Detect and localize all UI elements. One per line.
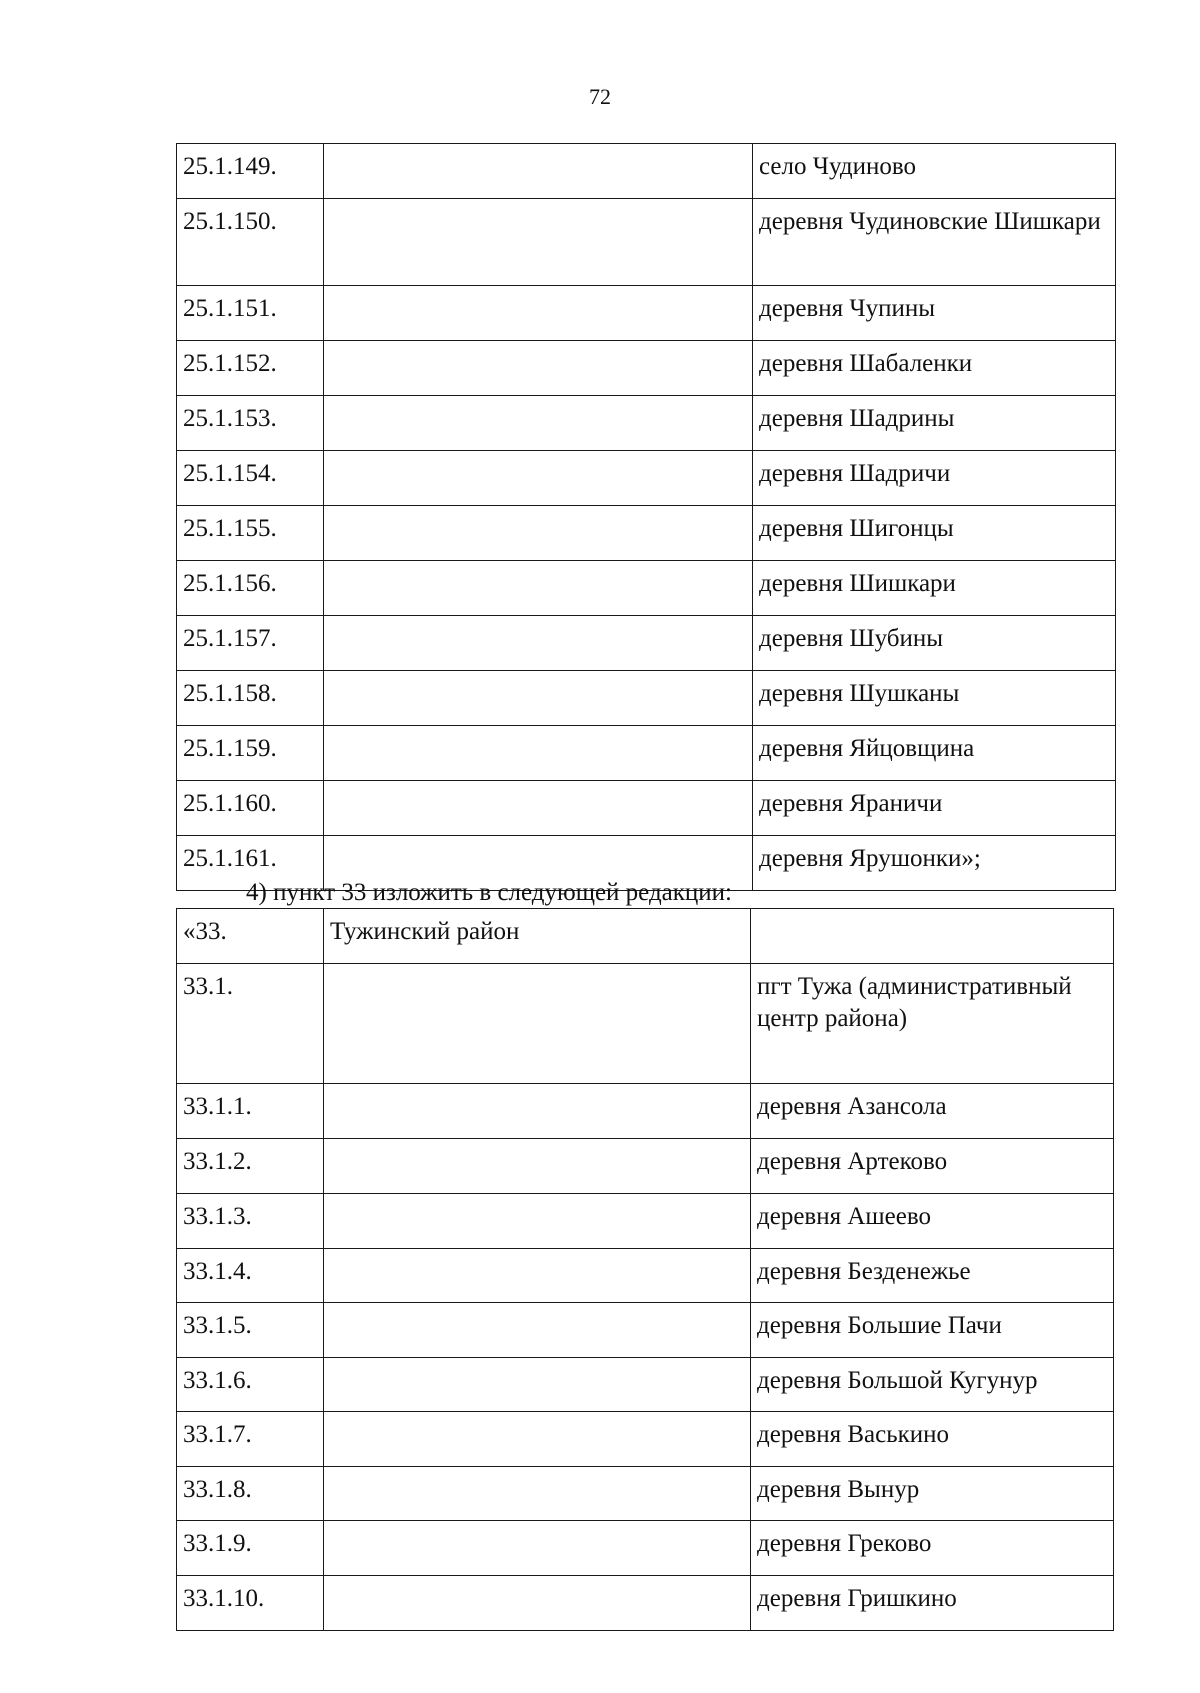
- table-row: [177, 144, 1116, 199]
- cell-settlement: деревня Большой Кугунур: [751, 1358, 1114, 1412]
- cell-district: [324, 144, 753, 199]
- cell-district: [324, 451, 753, 506]
- cell-settlement: деревня Гришкино: [751, 1576, 1114, 1631]
- cell-district: [324, 396, 753, 451]
- cell-district: [324, 1467, 751, 1521]
- cell-district: [324, 964, 751, 1084]
- cell-code: 25.1.157.: [177, 616, 324, 671]
- cell-district: [324, 1412, 751, 1467]
- table-body: [177, 909, 1114, 1631]
- table-row: [177, 726, 1116, 781]
- cell-code: 33.1.10.: [177, 1576, 324, 1631]
- cell-settlement: деревня Васькино: [751, 1412, 1114, 1467]
- cell-settlement: деревня Шабаленки: [753, 341, 1116, 396]
- cell-code: 25.1.153.: [177, 396, 324, 451]
- cell-settlement: деревня Шигонцы: [753, 506, 1116, 561]
- table-row: [177, 506, 1116, 561]
- cell-district: [324, 1194, 751, 1249]
- cell-settlement: деревня Ашеево: [751, 1194, 1114, 1249]
- cell-code: 25.1.149.: [177, 144, 324, 199]
- cell-district: [324, 671, 753, 726]
- cell-settlement: деревня Шадричи: [753, 451, 1116, 506]
- table-row: [177, 1303, 1114, 1358]
- cell-code: 25.1.156.: [177, 561, 324, 616]
- table-row: [177, 1412, 1114, 1467]
- table-row: [177, 964, 1114, 1084]
- table-body: [177, 144, 1116, 891]
- cell-settlement: деревня Большие Пачи: [751, 1303, 1114, 1358]
- cell-district: [324, 1249, 751, 1303]
- table-row: [177, 909, 1114, 964]
- cell-settlement: деревня Шушканы: [753, 671, 1116, 726]
- table-row: [177, 1467, 1114, 1521]
- cell-district: [324, 1139, 751, 1194]
- table-row: [177, 1084, 1114, 1139]
- amendment-text: 4) пункт 33 изложить в следующей редакции:: [246, 879, 732, 906]
- cell-code: 33.1.2.: [177, 1139, 324, 1194]
- cell-district: [324, 341, 753, 396]
- table-row: [177, 1576, 1114, 1631]
- cell-settlement: деревня Шадрины: [753, 396, 1116, 451]
- cell-settlement: деревня Чупины: [753, 286, 1116, 341]
- cell-district: [324, 1521, 751, 1576]
- cell-code: 25.1.159.: [177, 726, 324, 781]
- table-row: [177, 396, 1116, 451]
- cell-settlement: деревня Вынур: [751, 1467, 1114, 1521]
- table-row: [177, 1521, 1114, 1576]
- cell-code: 25.1.161.: [177, 836, 324, 891]
- cell-district: [324, 506, 753, 561]
- cell-settlement: деревня Яраничи: [753, 781, 1116, 836]
- cell-code: 33.1.9.: [177, 1521, 324, 1576]
- cell-district: [324, 561, 753, 616]
- settlements-table-33: [176, 908, 1114, 1631]
- table-row: [177, 286, 1116, 341]
- cell-code: 33.1.6.: [177, 1358, 324, 1412]
- cell-code: 25.1.160.: [177, 781, 324, 836]
- cell-district: [324, 1576, 751, 1631]
- cell-district: [324, 286, 753, 341]
- cell-settlement: деревня Шишкари: [753, 561, 1116, 616]
- cell-settlement: деревня Безденежье: [751, 1249, 1114, 1303]
- table-row: [177, 671, 1116, 726]
- cell-code: «33.: [177, 909, 324, 964]
- table-row: [177, 341, 1116, 396]
- cell-district: [324, 1303, 751, 1358]
- cell-settlement: [751, 909, 1114, 964]
- cell-code: 25.1.150.: [177, 199, 324, 286]
- table-row: [177, 781, 1116, 836]
- cell-settlement: деревня Яйцовщина: [753, 726, 1116, 781]
- settlements-table-25: [176, 143, 1116, 891]
- cell-district: [324, 726, 753, 781]
- table-row: [177, 616, 1116, 671]
- cell-district: [324, 199, 753, 286]
- cell-code: 33.1.3.: [177, 1194, 324, 1249]
- table-row: [177, 561, 1116, 616]
- cell-code: 33.1.: [177, 964, 324, 1084]
- cell-settlement: деревня Греково: [751, 1521, 1114, 1576]
- cell-district: [324, 616, 753, 671]
- cell-settlement: пгт Тужа (административный центр района): [751, 964, 1114, 1084]
- cell-district: Тужинский район: [324, 909, 751, 964]
- cell-settlement: деревня Артеково: [751, 1139, 1114, 1194]
- cell-code: 25.1.155.: [177, 506, 324, 561]
- cell-settlement: село Чудиново: [753, 144, 1116, 199]
- table-row: [177, 199, 1116, 286]
- cell-settlement: деревня Ярушонки»;: [753, 836, 1116, 891]
- table-row: [177, 1194, 1114, 1249]
- cell-code: 25.1.151.: [177, 286, 324, 341]
- cell-code: 33.1.5.: [177, 1303, 324, 1358]
- cell-code: 25.1.154.: [177, 451, 324, 506]
- cell-settlement: деревня Чудиновские Шишкари: [753, 199, 1116, 286]
- table-row: [177, 1358, 1114, 1412]
- cell-code: 33.1.8.: [177, 1467, 324, 1521]
- page-number: 72: [589, 84, 611, 109]
- cell-settlement: деревня Азансола: [751, 1084, 1114, 1139]
- table-row: [177, 451, 1116, 506]
- cell-code: 25.1.152.: [177, 341, 324, 396]
- table-row: [177, 1139, 1114, 1194]
- cell-code: 33.1.7.: [177, 1412, 324, 1467]
- cell-district: [324, 781, 753, 836]
- cell-settlement: деревня Шубины: [753, 616, 1116, 671]
- cell-district: [324, 1084, 751, 1139]
- cell-code: 33.1.1.: [177, 1084, 324, 1139]
- cell-code: 25.1.158.: [177, 671, 324, 726]
- cell-code: 33.1.4.: [177, 1249, 324, 1303]
- cell-district: [324, 1358, 751, 1412]
- table-row: [177, 1249, 1114, 1303]
